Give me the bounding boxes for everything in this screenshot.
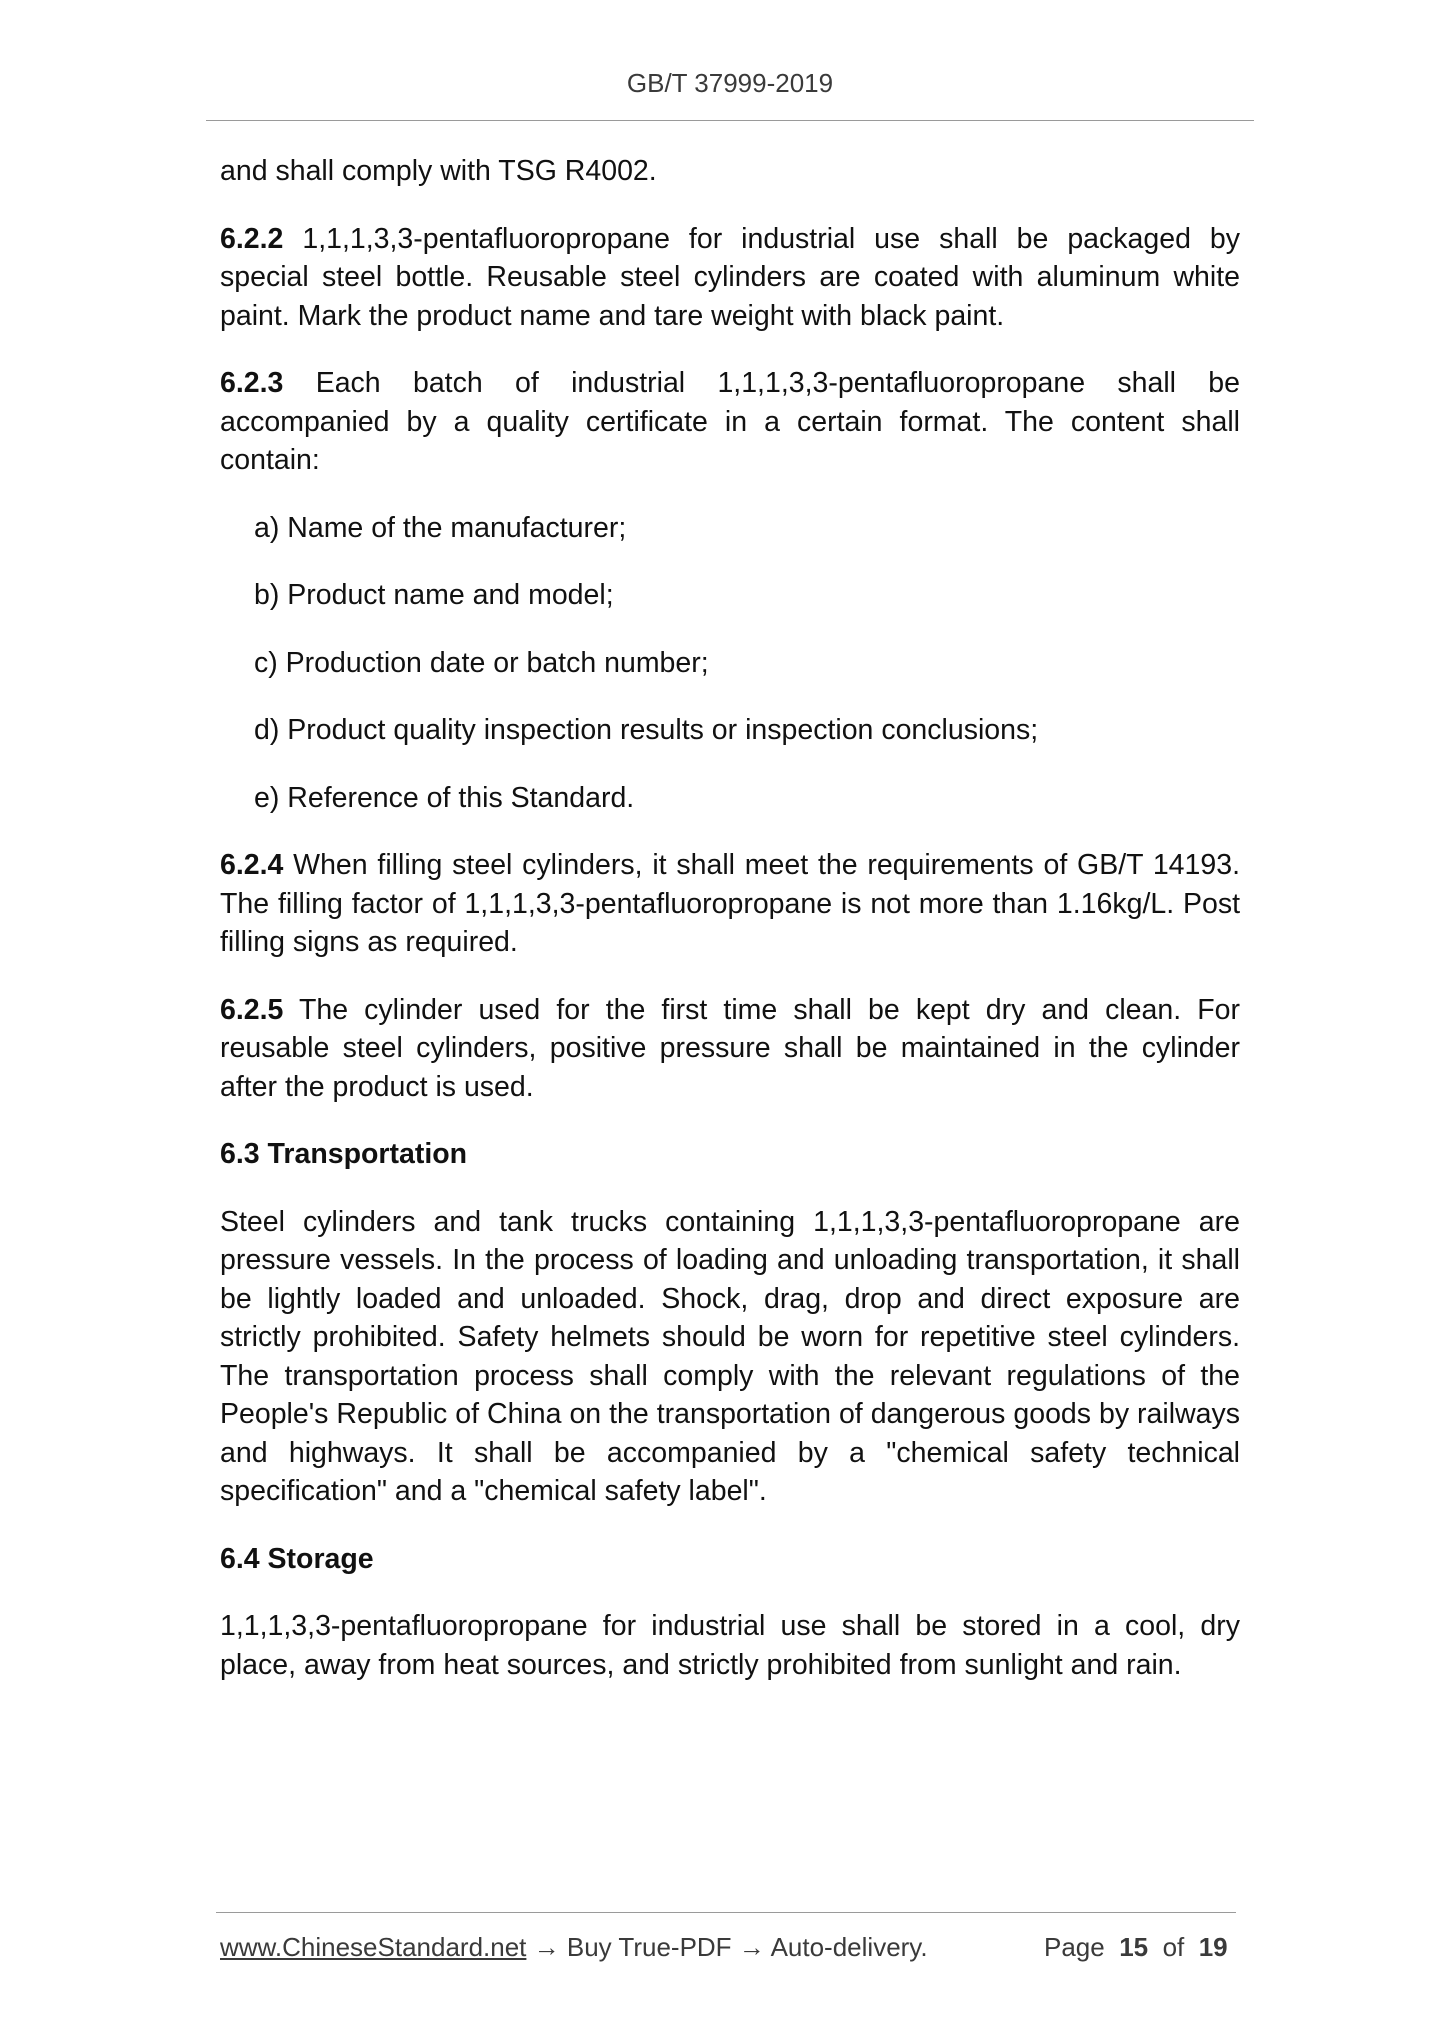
page-content [220,152,1240,1713]
list-item: e) Reference of this Standard. [254,781,635,814]
page-footer [220,1932,1240,1963]
clause-text: When filling steel cylinders, it shall meet the requirements of GB/T 14193. The filling factor of 1,1,1,3,3-pentafluoropropane is not more than 1.16kg/L. Post filling signs as required. [220,849,1240,958]
clause-6-2-2 [220,220,1240,336]
section-heading-storage: 6.4 Storage [220,1542,374,1575]
intro-paragraph: and shall comply with TSG R4002. [220,155,657,187]
clause-number: 6.2.3 [220,367,284,399]
website-link[interactable]: www.ChineseStandard.net [220,1932,527,1962]
clause-text: Each batch of industrial 1,1,1,3,3-pentafluoropropane shall be accompanied by a quality certificate in a certain format. The content shall contain: [220,367,1240,476]
footer-divider [216,1912,1236,1913]
list-item: a) Name of the manufacturer; [254,511,627,544]
list-item: d) Product quality inspection results or inspection conclusions; [254,714,1039,746]
storage-paragraph: 1,1,1,3,3-pentafluoropropane for industrial use shall be stored in a cool, dry place, away from heat sources, and strictly prohibited from sunlight and rain. [220,1610,1240,1681]
clause-number: 6.2.5 [220,993,284,1026]
clause-number: 6.2.4 [220,849,284,881]
page-total: 19 [1198,1932,1228,1962]
clause-number: 6.2.2 [220,222,284,255]
of-word: of [1162,1932,1185,1962]
page-current: 15 [1119,1932,1149,1962]
certificate-content-list [254,509,1240,818]
list-item: c) Production date or batch number; [254,646,709,679]
page-indicator [1044,1932,1228,1963]
footer-tagline: → Buy True-PDF → Auto-delivery. [526,1932,928,1962]
clause-text: 1,1,1,3,3-pentafluoropropane for industrial use shall be packaged by special steel bottle. Reusable steel cylinders are coated with aluminum white paint. Mark the product name and tare weight with black paint. [220,222,1240,332]
page-word: Page [1044,1932,1105,1962]
section-heading-transportation: 6.3 Transportation [220,1138,468,1170]
list-item: b) Product name and model; [254,579,614,611]
clause-6-2-5 [220,991,1240,1107]
transportation-paragraph: Steel cylinders and tank trucks containing 1,1,1,3,3-pentafluoropropane are pressure vessels. In the process of loading and unloading transportation, it shall be lightly loaded and unloaded. Shock, drag, drop and direct exposure are strictly prohibited. Safety helmets should be worn for repetitive steel cylinders. The transportation process shall comply with the relevant regulations of the People's Republic of China on the transportation of dangerous goods by railways and highways. It shall be accompanied by a "chemical safety technical specification" and a "chemical safety label". [220,1205,1240,1507]
clause-6-2-3 [220,364,1240,480]
document-header: GB/T 37999-2019 [626,68,834,98]
header-divider [206,120,1254,121]
clause-text: The cylinder used for the first time shall be kept dry and clean. For reusable steel cylinders, positive pressure shall be maintained in the cylinder after the product is used. [220,993,1240,1103]
clause-6-2-4 [220,846,1240,962]
